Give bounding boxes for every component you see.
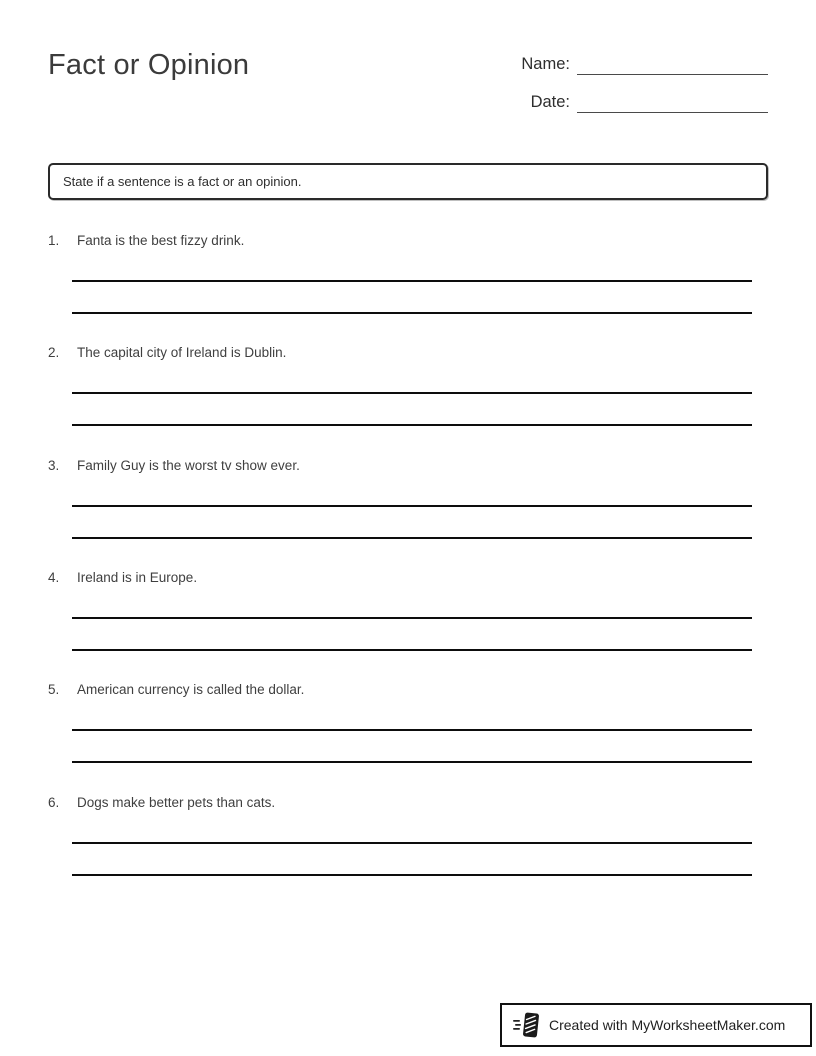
question-6	[48, 795, 752, 887]
question-6-answer-line-2[interactable]	[72, 874, 752, 876]
question-6-row	[48, 795, 752, 811]
question-5-answer-line-2[interactable]	[72, 761, 752, 763]
question-3-number: 3.	[48, 458, 60, 473]
question-6-number: 6.	[48, 795, 60, 810]
question-1	[48, 233, 752, 325]
name-field	[521, 52, 768, 75]
question-2-row	[48, 345, 752, 361]
name-label: Name:	[521, 55, 570, 73]
question-2-answer-line-2[interactable]	[72, 424, 752, 426]
question-4-row	[48, 570, 752, 586]
question-1-row	[48, 233, 752, 249]
page-title: Fact or Opinion	[48, 49, 250, 81]
question-4-number: 4.	[48, 570, 60, 585]
question-3-answer-line-1[interactable]	[72, 505, 752, 507]
question-2-text: The capital city of Ireland is Dublin.	[77, 345, 287, 360]
question-5	[48, 682, 752, 774]
question-4-answer-line-1[interactable]	[72, 617, 752, 619]
question-1-answer-line-1[interactable]	[72, 280, 752, 282]
question-3-row	[48, 458, 752, 474]
worksheet-maker-logo-icon	[512, 1011, 542, 1039]
question-6-answer-line-1[interactable]	[72, 842, 752, 844]
question-2	[48, 345, 752, 437]
question-5-text: American currency is called the dollar.	[77, 682, 305, 697]
name-input-line[interactable]	[577, 52, 768, 75]
question-5-answer-line-1[interactable]	[72, 729, 752, 731]
question-5-row	[48, 682, 752, 698]
instructions-box	[48, 163, 768, 200]
question-1-answer-line-2[interactable]	[72, 312, 752, 314]
question-4-text: Ireland is in Europe.	[77, 570, 198, 585]
question-5-number: 5.	[48, 682, 60, 697]
date-field	[531, 90, 768, 113]
question-3	[48, 458, 752, 550]
footer-credit-badge	[500, 1003, 812, 1047]
question-1-number: 1.	[48, 233, 60, 248]
question-2-number: 2.	[48, 345, 60, 360]
question-2-answer-line-1[interactable]	[72, 392, 752, 394]
question-1-text: Fanta is the best fizzy drink.	[77, 233, 245, 248]
question-6-text: Dogs make better pets than cats.	[77, 795, 276, 810]
question-3-answer-line-2[interactable]	[72, 537, 752, 539]
question-3-text: Family Guy is the worst tv show ever.	[77, 458, 300, 473]
date-label: Date:	[530, 93, 570, 111]
footer-credit-text: Created with MyWorksheetMaker.com	[549, 1017, 786, 1033]
question-4	[48, 570, 752, 662]
date-input-line[interactable]	[577, 90, 768, 113]
instructions-text: State if a sentence is a fact or an opinion.	[63, 174, 302, 189]
question-4-answer-line-2[interactable]	[72, 649, 752, 651]
